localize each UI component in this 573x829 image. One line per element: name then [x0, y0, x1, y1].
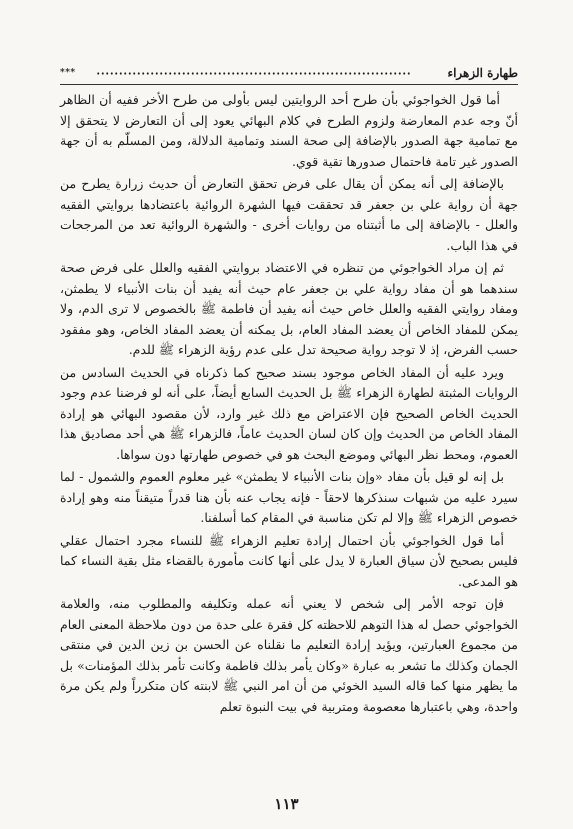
paragraph: فإن توجه الأمر إلى شخص لا يعني أنه عمله وتكليفه والمطلوب منه، والعلامة الخواجوئي حصل له هذا التوهم للاحظته كل فقرة على حدة من دون ملاحظة المعنى العام من مجموع العبارتين، ويؤيد إرادة التعليم ما نقلناه عن الحسن بن زين الدين في منتقى الجمان وكذلك ما تشعر به عبارة «وكان يأمر بذلك فاطمة وكانت تأمر بذلك المؤمنات» بل ما يظهر منها كما قاله السيد الخوئي من أن امر النبي ﷺ لابنته كان متكرراً ولم يكن مرة واحدة، وهي باعتبارها معصومة ومتربية في بيت النبوة تعلم: [60, 596, 518, 714]
dotted-leader: [96, 72, 410, 75]
page-number: ١١٣: [274, 795, 299, 813]
running-title: طهارة الزهراء: [447, 66, 518, 80]
paragraph: أما قول الخواجوئي بأن احتمال إرادة تعليم الزهراء ﷺ للنساء مجرد احتمال عقلي فليس بصحيح لأن سياق العبارة لا يدل على أنها كانت مأمورة بالقضاء مثل بقية النساء كما هو المدعى.: [60, 532, 518, 589]
paragraph: أما قول الخواجوئي بأن طرح أحد الروايتين ليس بأولى من طرح الأخر ففيه أن الظاهر أنّ وجه عدم المعارضة ولزوم الطرح في كلام البهائي يعود إلى أن التعارض لا يتحقق إلا مع تمامية جهة الصدور بالإضافة إلى صحة السند وتمامية الدلالة، ومن المسلّم به أن جهة الصدور غير تامة فاحتمال صدورها تقية قوي.: [60, 92, 518, 169]
header-divider: [60, 84, 518, 85]
paragraph: بالإضافة إلى أنه يمكن أن يقال على فرض تحقق التعارض أن حديث زرارة يطرح من جهة أن رواية علي بن جعفر قد تحققت فيها الشهرة الروائية باعتضادها بروايتي الفقيه والعلل - بالإضافة إلى ما أثبتناه من روايات أخرى - والشهرة الروائية تعد من المرجحات في هذا الباب.: [60, 176, 518, 253]
header-ornament: ***: [60, 68, 76, 78]
paragraph: ثم إن مراد الخواجوئي من تنظره في الاعتضاد بروايتي الفقيه والعلل على فرض صحة سندهما هو أن مفاد رواية علي بن جعفر عام حيث أنه يفيد أن بنات الأنبياء لا يطمثن، ومفاد روايتي الفقيه والعلل خاص حيث أنه يفيد أن فاطمة ﷺ بالخصوص لا ترى الدم، ولا يمكن للمفاد الخاص أن يعضد المفاد العام، بل يمكنه أن يعضد المفاد الخاص، وهو مفقود حسب الفرض، إذ لا توجد رواية صحيحة تدل على عدم رؤية الزهراء ﷺ للدم.: [60, 260, 518, 357]
paragraph: بل إنه لو قيل بأن مفاد «وإن بنات الأنبياء لا يطمثن» غير معلوم العموم والشمول - لما سيرد عليه من شبهات سنذكرها لاحقاً - فإنه يجاب عنه بأن هنا قدراً متيقناً منه وهو إرادة خصوص الزهراء ﷺ وإلا لم تكن مناسبة في المقام كما أسلفنا.: [60, 469, 518, 525]
page-header: [60, 64, 518, 82]
body-text: [60, 90, 518, 719]
paragraph: ويرد عليه أن المفاد الخاص موجود بسند صحيح كما ذكرناه في الحديث السادس من الروايات المثبتة لطهارة الزهراء ﷺ بل الحديث السابع أيضاً، على أنه لو فرضنا عدم وجود الحديث الخاص الصحيح فإن الاعتراض مع ذلك غير وارد، لأن مقصود البهائي هو إرادة المفاد الخاص من الحديث وإن كان لسان الحديث عاماً، فالزهراء ﷺ هي أحد مصاديق هذا العموم، ومحط نظر البهائي وموضع البحث هو في خصوص طهارتها دون سواها.: [60, 364, 518, 462]
